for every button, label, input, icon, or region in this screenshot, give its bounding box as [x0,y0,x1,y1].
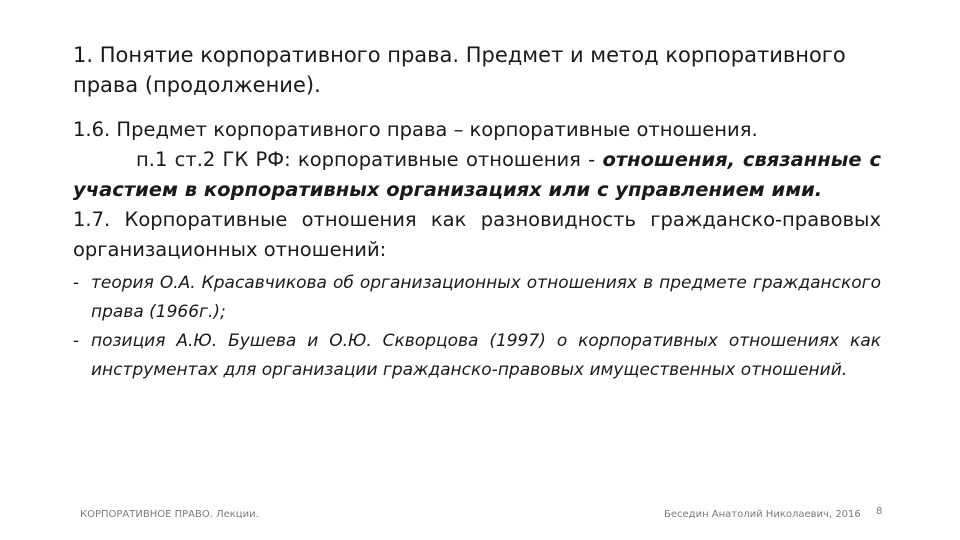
paragraph-1-6: 1.6. Предмет корпоративного права – корпоративные отношения. [73,118,758,141]
slide-title: 1. Понятие корпоративного права. Предмет и метод корпоративного права (продолжение). [73,43,846,97]
definition-paragraph [73,145,881,205]
dash-marker: - [73,273,80,293]
slide-body [73,115,881,385]
list-item-text: теория О.А. Красавчикова об организационных отношениях в предмете гражданского права (1966г.); [91,273,881,322]
list-item-text: позиция А.Ю. Бушева и О.Ю. Скворцова (1997) о корпоративных отношениях как инструментах для организации гражданско-правовых имущественных отношений. [91,331,881,380]
list-item [73,327,881,385]
definition-emphasis: отношения, связанные с участием в корпоративных организациях или с управлением ими. [73,148,882,201]
bullet-list [73,269,881,385]
page-number: 8 [876,506,883,517]
list-item [73,269,881,327]
definition-lead: п.1 ст.2 ГК РФ: корпоративные отношения - [136,148,603,171]
footer-course: КОРПОРАТИВНОЕ ПРАВО. Лекции. [80,509,259,520]
footer-author: Беседин Анатолий Николаевич, 2016 [664,509,861,520]
dash-marker: - [73,331,80,351]
paragraph-1-7: 1.7. Корпоративные отношения как разновидность гражданско-правовых организационных отношений: [73,208,881,261]
